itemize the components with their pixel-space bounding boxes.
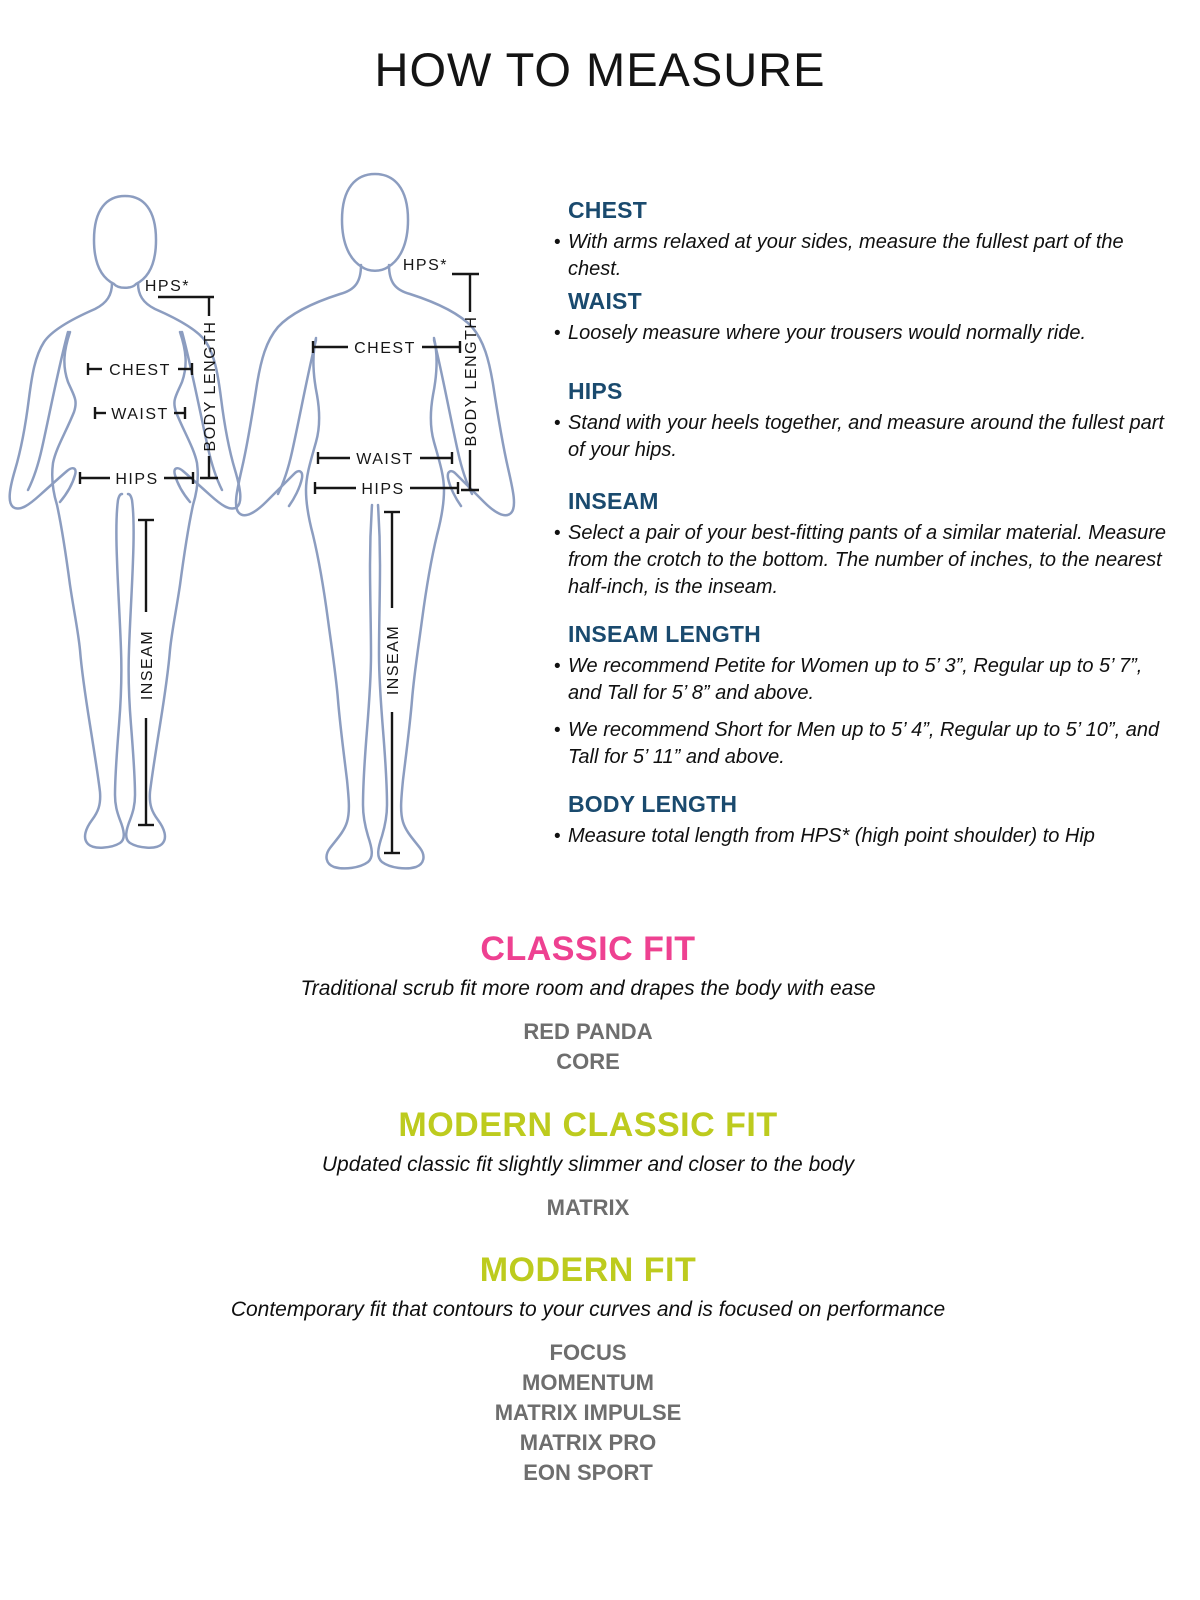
fit-title: CLASSIC FIT bbox=[480, 930, 696, 968]
section-hips bbox=[553, 378, 1171, 474]
fit-modern bbox=[0, 1251, 1176, 1488]
body-measurement-diagram bbox=[0, 160, 540, 920]
section-heading: INSEAM bbox=[568, 488, 659, 514]
female-left-arm-inner bbox=[28, 332, 68, 490]
female-measurements bbox=[80, 278, 219, 825]
product-name: RED PANDA bbox=[523, 1019, 653, 1044]
section-heading: BODY LENGTH bbox=[568, 791, 738, 817]
section-bullet: • Loosely measure where your trousers would normally ride. bbox=[553, 320, 1171, 347]
male-torso-right-leg bbox=[378, 338, 444, 868]
female-inseam-label: INSEAM bbox=[139, 629, 156, 701]
product-name: MATRIX PRO bbox=[519, 1430, 657, 1455]
male-torso-left-leg bbox=[306, 338, 372, 868]
fit-description: Updated classic fit slightly slimmer and closer to the body bbox=[321, 1153, 855, 1176]
female-figure-outline bbox=[10, 196, 241, 848]
fit-description: Traditional scrub fit more room and drapes the body with ease bbox=[300, 977, 876, 1000]
male-measurements bbox=[313, 257, 480, 853]
male-waist-label: WAIST bbox=[356, 451, 414, 468]
female-chest-label: CHEST bbox=[109, 362, 171, 379]
section-heading: CHEST bbox=[568, 197, 647, 223]
male-hps-label: HPS* bbox=[402, 257, 448, 274]
male-head bbox=[342, 174, 408, 271]
male-body-length-label: BODY LENGTH bbox=[463, 315, 480, 447]
section-heading: INSEAM LENGTH bbox=[568, 621, 761, 647]
fit-title: MODERN CLASSIC FIT bbox=[398, 1106, 778, 1144]
product-name: MATRIX IMPULSE bbox=[494, 1400, 682, 1425]
section-bullet: • We recommend Petite for Women up to 5’ 3”, Regular up to 5’ 7”, and Tall for 5’ 8” and above. bbox=[553, 653, 1171, 707]
male-left-arm bbox=[236, 265, 361, 515]
page-title: HOW TO MEASURE bbox=[374, 43, 826, 96]
female-hips-label: HIPS bbox=[115, 471, 159, 488]
product-name: CORE bbox=[556, 1049, 620, 1074]
fit-modern-classic bbox=[0, 1106, 1176, 1223]
fit-classic bbox=[0, 930, 1176, 1077]
male-inseam-label: INSEAM bbox=[385, 624, 402, 696]
section-inseam-length bbox=[553, 621, 1171, 781]
section-body-length bbox=[553, 791, 1171, 860]
female-waist-label: WAIST bbox=[111, 406, 169, 423]
section-chest bbox=[553, 197, 1171, 293]
section-bullet: • With arms relaxed at your sides, measure the fullest part of the chest. bbox=[553, 229, 1171, 283]
product-name: MOMENTUM bbox=[522, 1370, 654, 1395]
fit-title: MODERN FIT bbox=[479, 1251, 697, 1289]
section-bullet: • We recommend Short for Men up to 5’ 4”, Regular up to 5’ 10”, and Tall for 5’ 11” and above. bbox=[553, 717, 1171, 771]
section-inseam bbox=[553, 488, 1171, 611]
male-chest-label: CHEST bbox=[354, 340, 416, 357]
female-head bbox=[94, 196, 156, 288]
section-bullet: • Select a pair of your best-fitting pants of a similar material. Measure from the crotch to the bottom. The number of inches, to the nearest half-inch, is the inseam. bbox=[553, 520, 1171, 601]
fit-products bbox=[0, 1193, 1176, 1223]
fit-products bbox=[0, 1338, 1176, 1488]
female-hps-label: HPS* bbox=[144, 278, 190, 295]
male-figure-outline bbox=[236, 174, 514, 868]
section-bullet: • Stand with your heels together, and measure around the fullest part of your hips. bbox=[553, 410, 1171, 464]
female-body-length-label: BODY LENGTH bbox=[202, 320, 219, 452]
male-right-arm bbox=[389, 265, 514, 515]
male-hips-label: HIPS bbox=[361, 481, 405, 498]
product-name: EON SPORT bbox=[523, 1460, 653, 1485]
product-name: MATRIX bbox=[546, 1195, 630, 1220]
product-name: FOCUS bbox=[549, 1340, 627, 1365]
fit-products bbox=[0, 1017, 1176, 1077]
female-left-arm bbox=[10, 283, 112, 509]
section-heading: HIPS bbox=[568, 378, 623, 404]
section-bullet: • Measure total length from HPS* (high point shoulder) to Hip bbox=[553, 823, 1171, 850]
section-waist bbox=[553, 288, 1171, 357]
section-heading: WAIST bbox=[568, 288, 642, 314]
fit-description: Contemporary fit that contours to your curves and is focused on performance bbox=[230, 1298, 946, 1321]
